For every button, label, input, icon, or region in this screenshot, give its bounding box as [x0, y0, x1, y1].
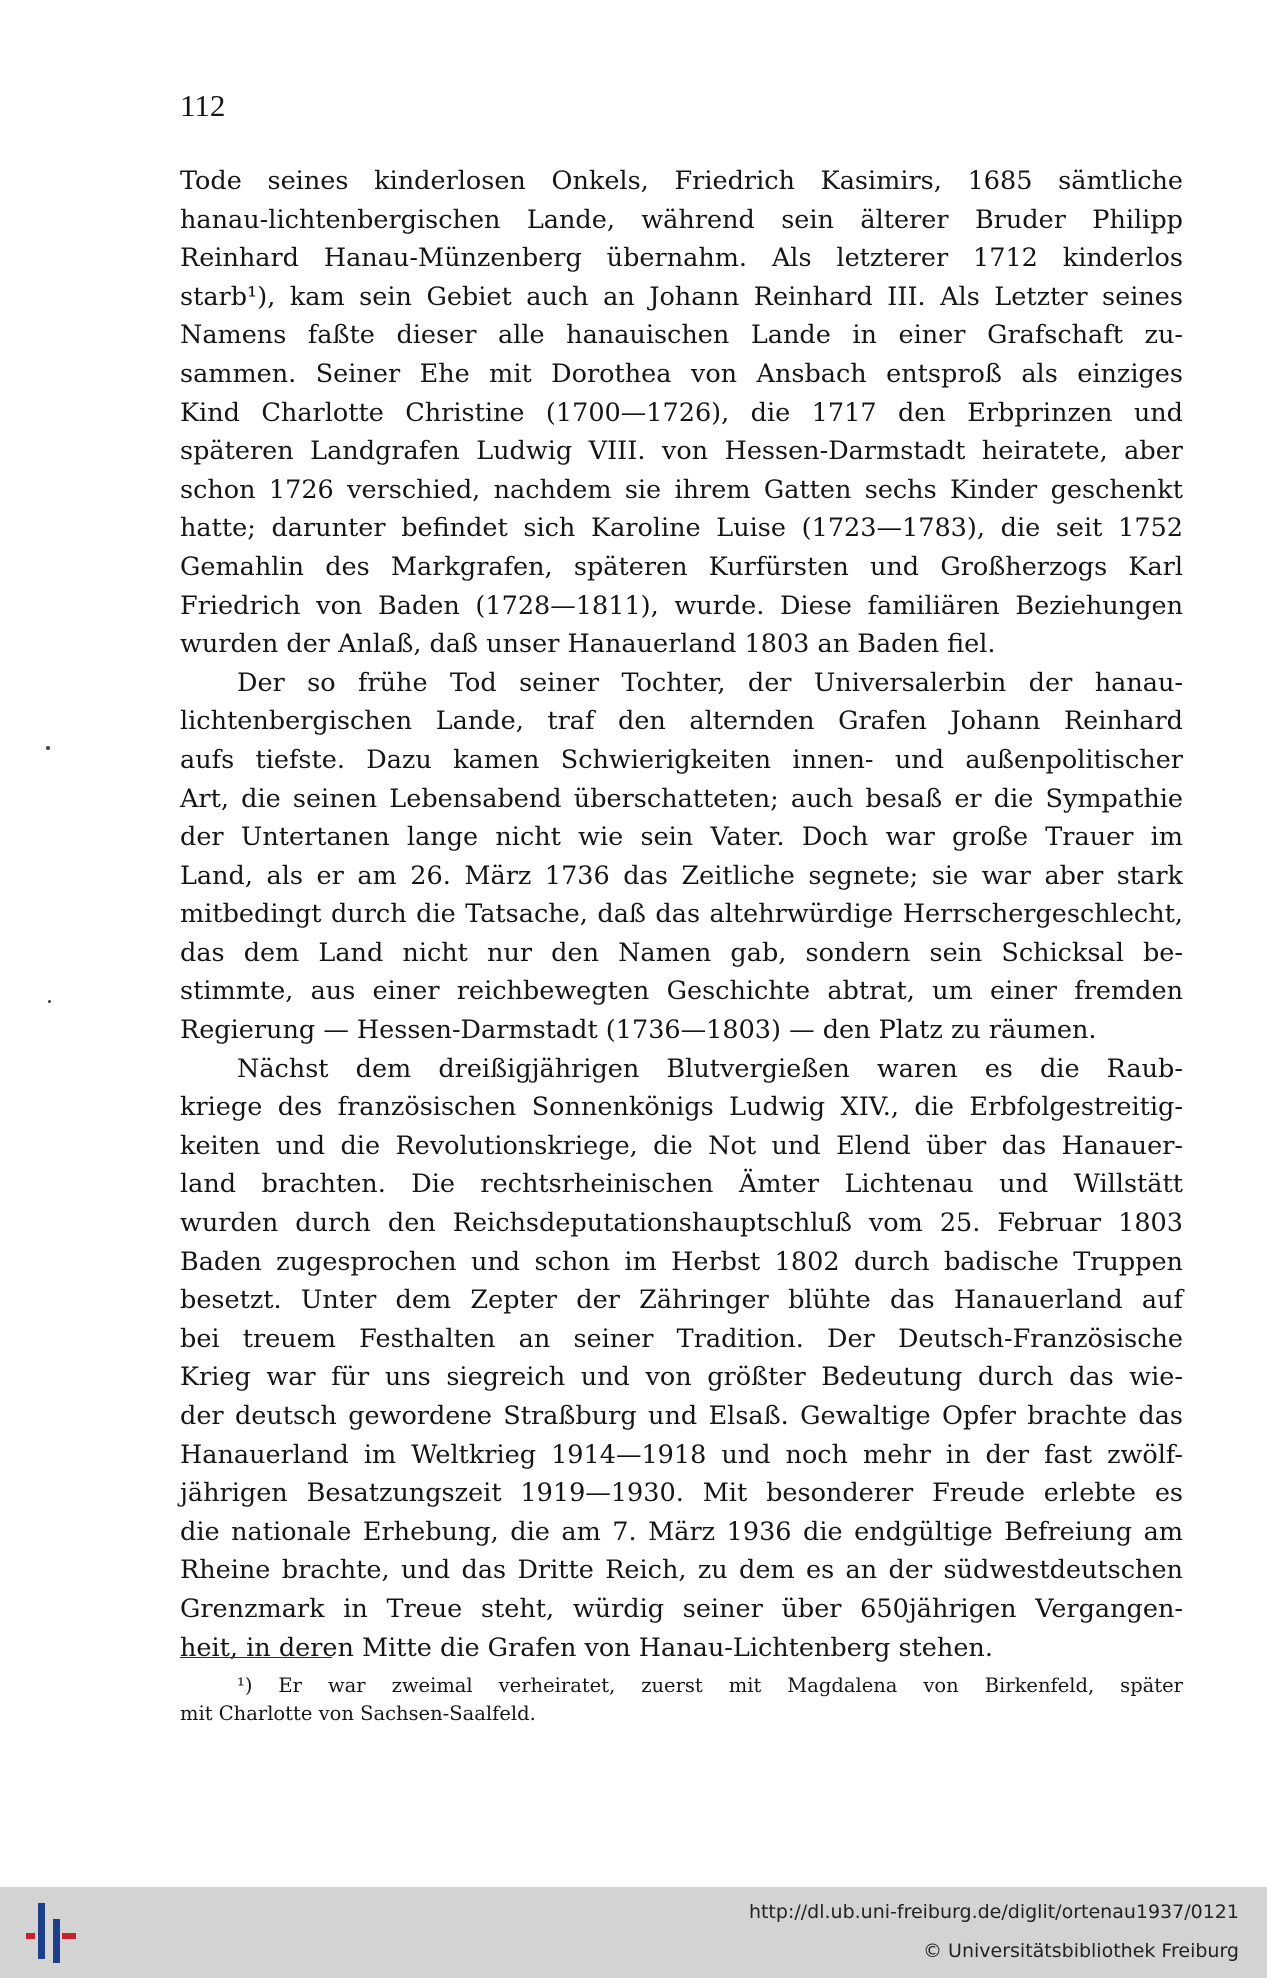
text-line: Friedrich von Baden (1728—1811), wurde. Diese familiären Beziehungen	[180, 590, 1183, 621]
copyright-text: © Universitätsbibliothek Freiburg	[923, 1940, 1239, 1962]
text-line: Grenzmark in Treue steht, würdig seiner über 650jährigen Vergangen-	[180, 1593, 1183, 1624]
text-line: aufs tiefste. Dazu kamen Schwierigkeiten innen- und außenpolitischer	[180, 744, 1183, 775]
text-line: bei treuem Festhalten an seiner Tradition. Der Deutsch-Französische	[180, 1323, 1183, 1354]
text-line: späteren Landgrafen Ludwig VIII. von Hessen-Darmstadt heiratete, aber	[180, 436, 1183, 467]
text-line: Krieg war für uns siegreich und von größter Bedeutung durch das wie-	[180, 1362, 1183, 1393]
text-line: Tode seines kinderlosen Onkels, Friedrich Kasimirs, 1685 sämtliche	[180, 166, 1183, 196]
footnote-divider	[180, 1657, 332, 1658]
text-line: besetzt. Unter dem Zepter der Zähringer blühte das Hanauerland auf	[180, 1285, 1183, 1316]
text-line: Hanauerland im Weltkrieg 1914—1918 und noch mehr in der fast zwölf-	[180, 1439, 1183, 1470]
text-line: land brachten. Die rechtsrheinischen Ämter Lichtenau und Willstätt	[180, 1169, 1183, 1200]
text-line: die nationale Erhebung, die am 7. März 1936 die endgültige Befreiung am	[180, 1516, 1183, 1547]
text-line: wurden durch den Reichsdeputationshauptschluß vom 25. Februar 1803	[180, 1208, 1183, 1239]
footer-bar	[0, 1887, 1267, 1978]
text-line: der deutsch gewordene Straßburg und Elsaß. Gewaltige Opfer brachte das	[180, 1401, 1183, 1431]
text-line: Land, als er am 26. März 1736 das Zeitliche segnete; sie war aber stark	[180, 860, 1183, 891]
text-line: hatte; darunter befindet sich Karoline Luise (1723—1783), die seit 1752	[180, 513, 1183, 544]
text-line: Namens faßte dieser alle hanauischen Lande in einer Grafschaft zu-	[180, 320, 1183, 351]
footnote-line: ¹) Er war zweimal verheiratet, zuerst mit Magdalena von Birkenfeld, später	[237, 1674, 1183, 1697]
text-line: Nächst dem dreißigjährigen Blutvergießen waren es die Raub-	[237, 1053, 1183, 1084]
text-line: jährigen Besatzungszeit 1919—1930. Mit besonderer Freude erlebte es	[180, 1478, 1183, 1509]
text-line: wurden der Anlaß, daß unser Hanauerland 1803 an Baden fiel.	[180, 629, 996, 660]
text-line: Regierung — Hessen-Darmstadt (1736—1803) — den Platz zu räumen.	[180, 1015, 1097, 1046]
text-line: Gemahlin des Markgrafen, späteren Kurfürsten und Großherzogs Karl	[180, 551, 1183, 582]
text-line: schon 1726 verschied, nachdem sie ihrem Gatten sechs Kinder geschenkt	[180, 474, 1183, 505]
footnote-line: mit Charlotte von Sachsen-Saalfeld.	[180, 1702, 536, 1725]
text-line: lichtenbergischen Lande, traf den alternden Grafen Johann Reinhard	[180, 706, 1183, 737]
text-line: Der so frühe Tod seiner Tochter, der Universalerbin der hanau-	[237, 667, 1183, 698]
text-line: kriege des französischen Sonnenkönigs Ludwig XIV., die Erbfolgestreitig-	[180, 1092, 1183, 1123]
text-line: Art, die seinen Lebensabend überschatteten; auch besaß er die Sympathie	[180, 783, 1183, 814]
text-line: mitbedingt durch die Tatsache, daß das altehrwürdige Herrschergeschlecht,	[180, 899, 1183, 930]
text-line: das dem Land nicht nur den Namen gab, sondern sein Schicksal be-	[180, 937, 1183, 968]
text-line: starb¹), kam sein Gebiet auch an Johann Reinhard III. Als Letzter seines	[180, 281, 1183, 312]
text-line: hanau-lichtenbergischen Lande, während sein älterer Bruder Philipp	[180, 204, 1183, 235]
text-line: Reinhard Hanau-Münzenberg übernahm. Als letzterer 1712 kinderlos	[180, 243, 1183, 274]
text-line: sammen. Seiner Ehe mit Dorothea von Ansbach entsproß als einziges	[180, 358, 1183, 389]
source-url-link[interactable]: http://dl.ub.uni-freiburg.de/diglit/ortenau1937/0121	[748, 1901, 1239, 1923]
text-line: Rheine brachte, und das Dritte Reich, zu dem es an der südwestdeutschen	[180, 1555, 1183, 1586]
text-line: Baden zugesprochen und schon im Herbst 1802 durch badische Truppen	[180, 1246, 1183, 1277]
text-line: Kind Charlotte Christine (1700—1726), die 1717 den Erbprinzen und	[180, 397, 1183, 428]
footnote	[180, 1672, 1183, 1728]
text-line: stimmte, aus einer reichbewegten Geschichte abtrat, um einer fremden	[180, 976, 1183, 1007]
text-line: der Untertanen lange nicht wie sein Vater. Doch war große Trauer im	[180, 822, 1183, 853]
body-text	[180, 162, 1183, 1667]
page-number: 112	[180, 88, 226, 123]
text-line: heit, in deren Mitte die Grafen von Hanau-Lichtenberg stehen.	[180, 1632, 993, 1663]
scan-speck	[48, 1000, 51, 1003]
text-line: keiten und die Revolutionskriege, die Not und Elend über das Hanauer-	[180, 1130, 1183, 1161]
scan-speck	[46, 746, 50, 750]
university-library-logo[interactable]	[24, 1897, 84, 1967]
